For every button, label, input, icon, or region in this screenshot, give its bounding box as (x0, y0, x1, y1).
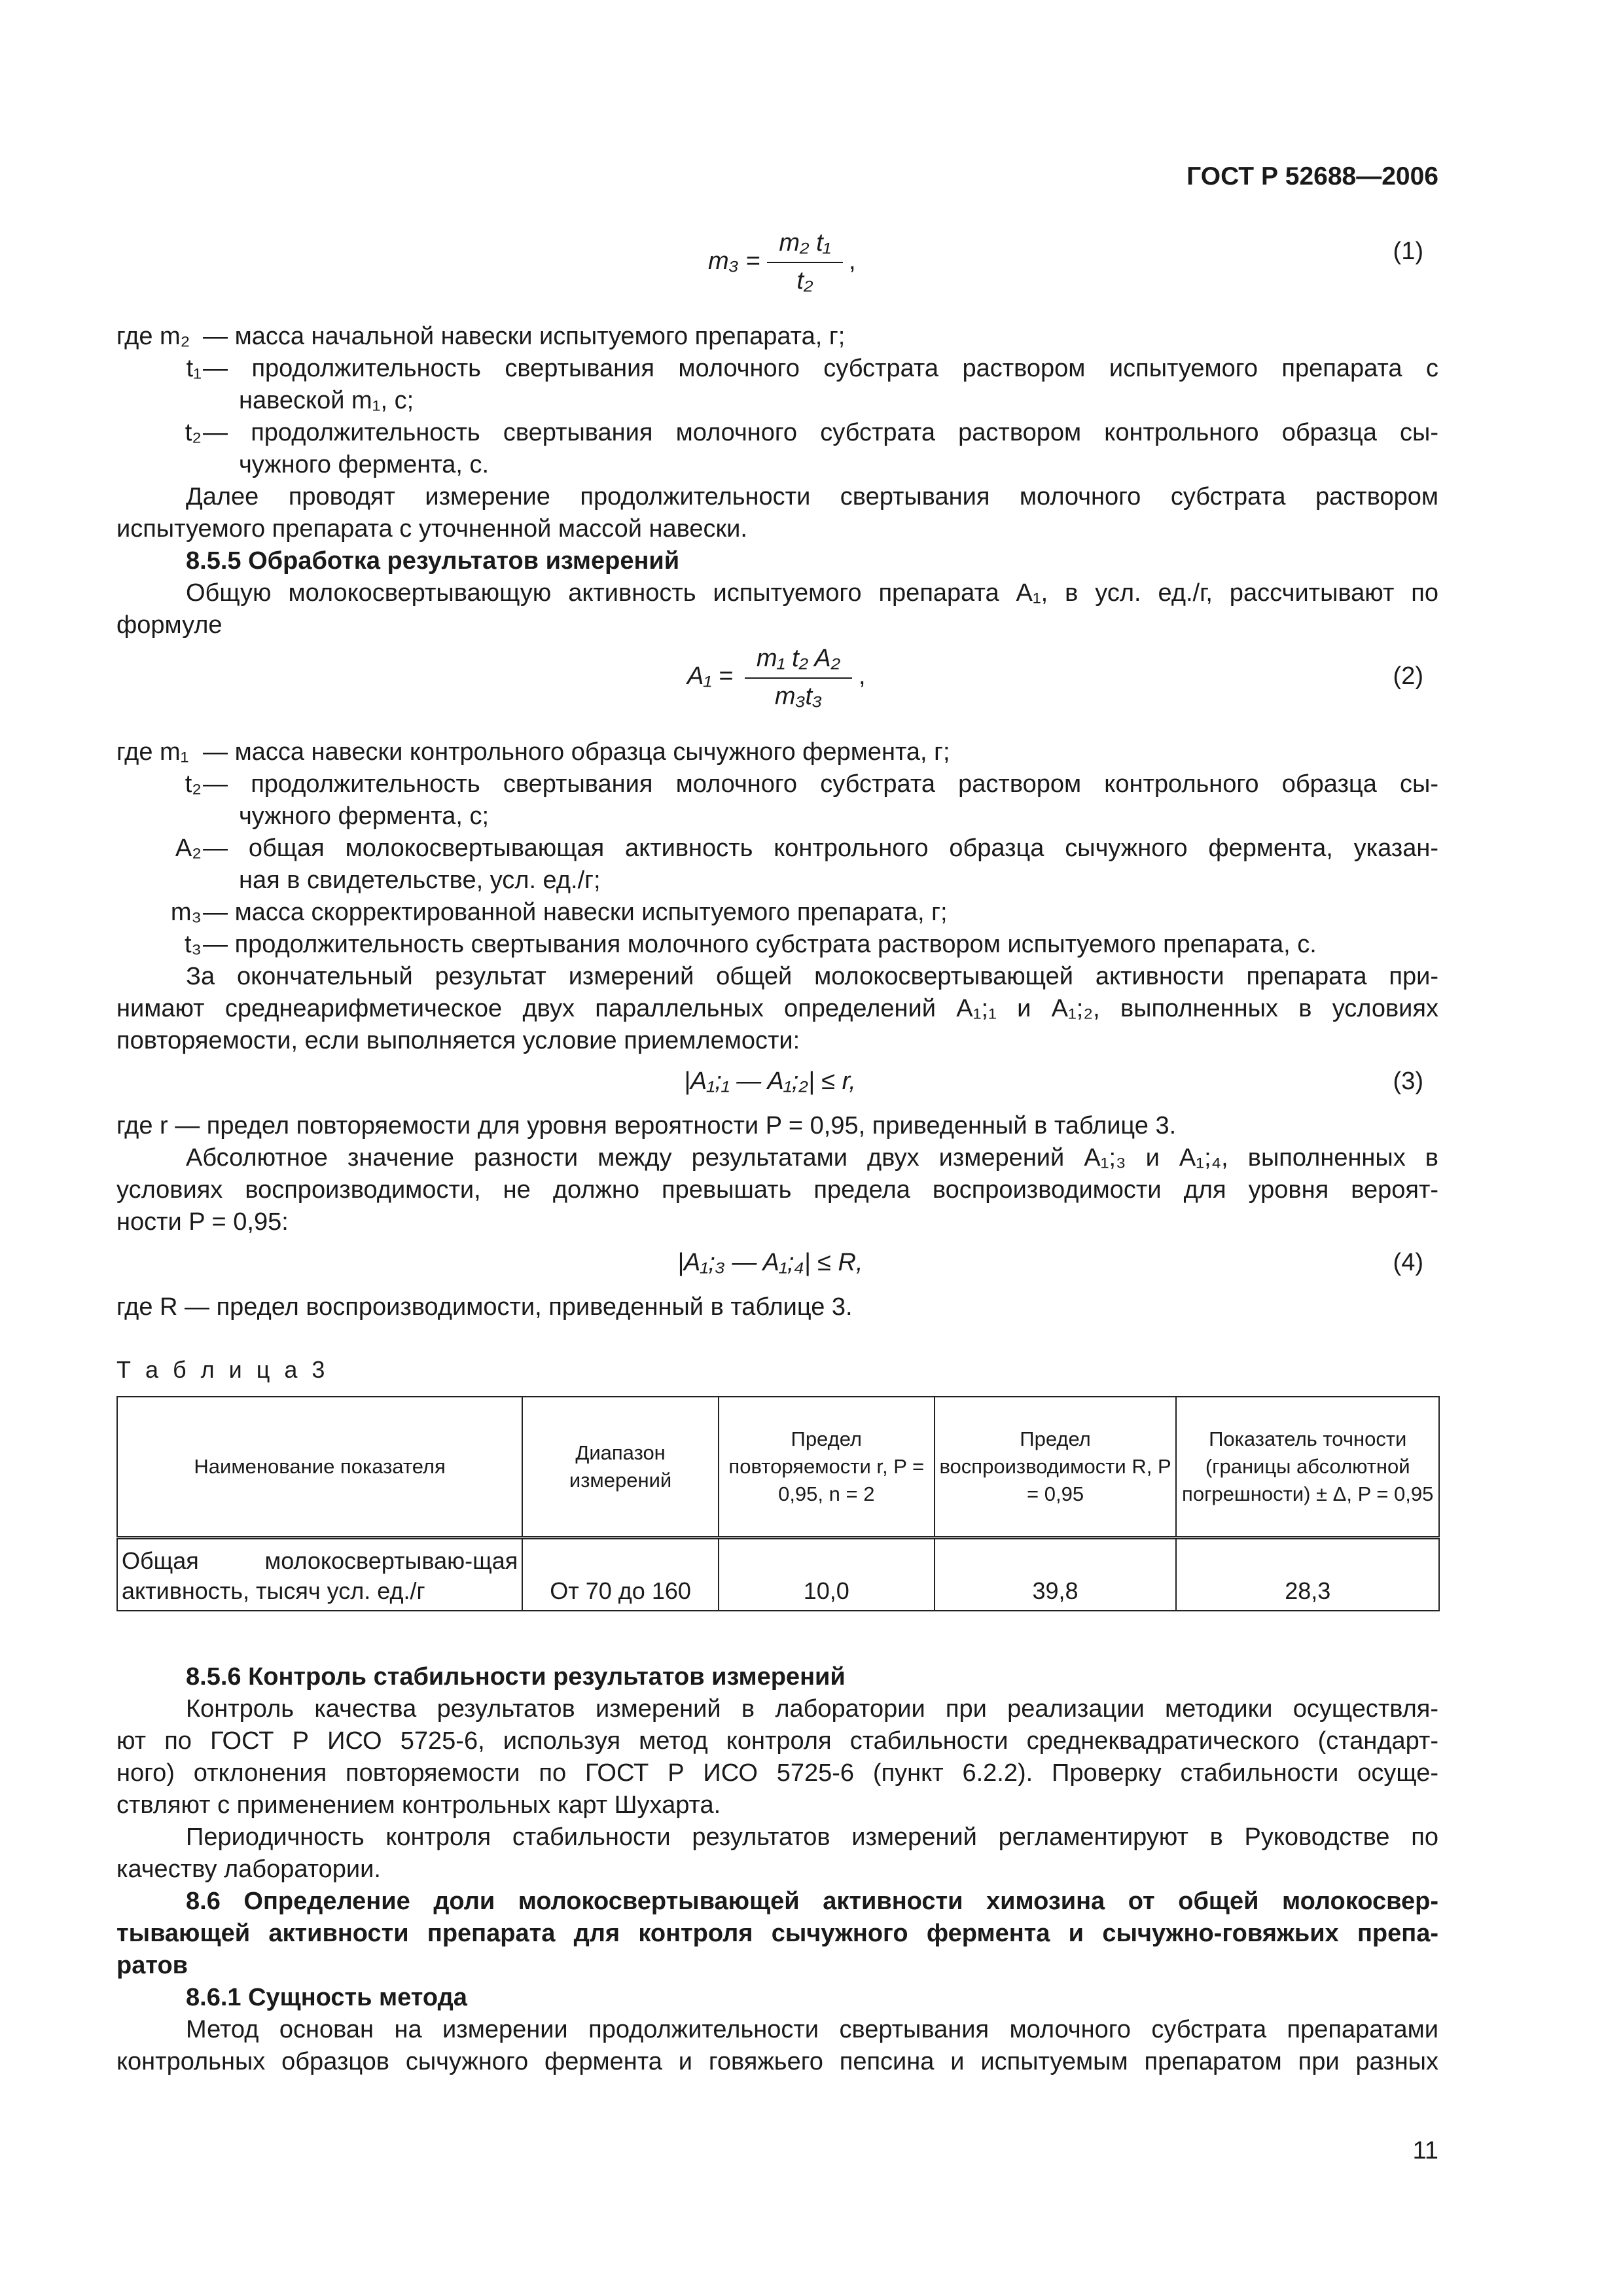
heading-line: 8.6 Определение доли молокосвертывающей активности химозина от общей молокосвер- (186, 1888, 1438, 1915)
paragraph-line: Контроль качества результатов измерений в лаборатории при реализации методики осуществля- (186, 1695, 1438, 1723)
paragraph-line: ют по ГОСТ Р ИСО 5725-6, используя метод контроля стабильности среднеквадратического (стандарт- (116, 1727, 1438, 1755)
formula-2-numerator: m₁ t₂ A₂ (756, 645, 841, 672)
def-text: — продолжительность свертывания молочного субстрата раствором испытуемого препарата с (203, 355, 1438, 382)
def-text-cont: чужного фермента, с. (239, 451, 490, 478)
def-term: t₂ (185, 419, 202, 446)
paragraph-line: Абсолютное значение разности между результатами двух измерений A₁;₃ и A₁;₄, выполненных в (186, 1144, 1438, 1172)
heading-line: тывающей активности препарата для контроля сычужного фермента и сычужно-говяжьих препа- (116, 1920, 1438, 1947)
def-text: — масса скорректированной навески испытуемого препарата, г; (203, 899, 948, 926)
table-3 (116, 1396, 1440, 1611)
def-text-cont: чужного фермента, с; (239, 802, 490, 830)
paragraph-line: Далее проводят измерение продолжительности свертывания молочного субстрата раствором (186, 483, 1438, 511)
formula-2-number: (2) (1393, 662, 1423, 690)
def-text: — продолжительность свертывания молочного субстрата раствором контрольного образца сы- (203, 419, 1438, 446)
paragraph-line: Периодичность контроля стабильности результатов измерений регламентируют в Руководстве по (186, 1823, 1438, 1851)
table-cell: 39,8 (935, 1538, 1177, 1611)
paragraph-line: формуле (116, 611, 223, 639)
paragraph-line: ствляют с применением контрольных карт Шухарта. (116, 1791, 721, 1819)
formula-1-lhs: m₃ = (708, 247, 760, 275)
section-heading-8-5-5: 8.5.5 Обработка результатов измерений (186, 547, 680, 575)
paragraph-line: Общую молокосвертывающую активность испытуемого препарата A₁, в усл. ед./г, рассчитывают по (186, 579, 1438, 607)
paragraph-line: испытуемого препарата с уточненной массой навески. (116, 515, 747, 543)
paragraph-line: контрольных образцов сычужного фермента и говяжьего пепсина и испытуемым препаратом при разных (116, 2048, 1438, 2075)
def-text: — масса начальной навески испытуемого препарата, г; (203, 323, 846, 350)
table-header-cell: Диапазон измерений (522, 1397, 719, 1538)
def-text-cont: ная в свидетельстве, усл. ед./г; (239, 867, 601, 894)
paragraph-line: нимают среднеарифметическое двух параллельных определений A₁;₁ и A₁;₂, выполненных в условиях (116, 995, 1438, 1022)
definition-R: где R — предел воспроизводимости, приведенный в таблице 3. (116, 1293, 853, 1321)
paragraph-line: ности P = 0,95: (116, 1208, 289, 1236)
fraction-bar (745, 677, 852, 679)
def-term: m₃ (170, 899, 202, 926)
table-header-cell: Предел повторяемости r, P = 0,95, n = 2 (719, 1397, 935, 1538)
table-header-cell: Наименование показателя (117, 1397, 522, 1538)
def-text: — масса навески контрольного образца сычужного фермента, г; (203, 738, 950, 766)
def-term: A₂ (175, 834, 202, 862)
page-number: 11 (1412, 2137, 1438, 2164)
formula-1-denominator: t₂ (796, 267, 813, 295)
formula-2-denominator: m₃t₃ (774, 683, 823, 710)
formula-4-expr: |A₁;₃ — A₁;₄| ≤ R, (677, 1249, 863, 1276)
table-row (117, 1538, 1439, 1611)
formula-3-expr: |A₁;₁ — A₁;₂| ≤ r, (684, 1067, 856, 1095)
def-term: t₁ (186, 355, 202, 382)
document-header: ГОСТ Р 52688—2006 (1186, 162, 1438, 190)
formula-3-number: (3) (1393, 1067, 1423, 1095)
paragraph-line: повторяемости, если выполняется условие приемлемости: (116, 1027, 800, 1054)
formula-1-numerator: m₂ t₁ (779, 229, 831, 257)
paragraph-line: качеству лаборатории. (116, 1856, 381, 1883)
formula-4-number: (4) (1393, 1249, 1423, 1276)
section-heading-8-5-6: 8.5.6 Контроль стабильности результатов измерений (186, 1663, 846, 1691)
paragraph-line: ного) отклонения повторяемости по ГОСТ Р ИСО 5725-6 (пункт 6.2.2). Проверку стабильности осуще- (116, 1759, 1438, 1787)
paragraph-line: За окончательный результат измерений общей молокосвертывающей активности препарата при- (186, 963, 1438, 990)
table-cell: 10,0 (719, 1538, 935, 1611)
def-term: где m₁ (116, 738, 189, 766)
table-caption: Т а б л и ц а 3 (116, 1356, 329, 1383)
table-header-row (117, 1397, 1439, 1538)
formula-2-comma: , (859, 662, 866, 690)
paragraph-line: условиях воспроизводимости, не должно превышать предела воспроизводимости для уровня вероят- (116, 1176, 1438, 1204)
definition-r: где r — предел повторяемости для уровня вероятности P = 0,95, приведенный в таблице 3. (116, 1112, 1177, 1139)
table-cell: Общая молокосвертываю-щая активность, тысяч усл. ед./г (117, 1538, 522, 1611)
table-header-cell: Предел воспроизводимости R, P = 0,95 (935, 1397, 1177, 1538)
table-cell: 28,3 (1176, 1538, 1439, 1611)
formula-1-number: (1) (1393, 238, 1423, 265)
formula-1-comma: , (849, 247, 856, 275)
paragraph-line: Метод основан на измерении продолжительности свертывания молочного субстрата препаратами (186, 2016, 1438, 2043)
fraction-bar (767, 262, 843, 263)
def-text: — продолжительность свертывания молочного субстрата раствором контрольного образца сы- (203, 770, 1438, 798)
def-term: где m₂ (116, 323, 190, 350)
formula-2-lhs: A₁ = (687, 662, 734, 690)
table-header-cell: Показатель точности (границы абсолютной погрешности) ± Δ, P = 0,95 (1176, 1397, 1439, 1538)
def-term: t₃ (184, 931, 202, 958)
heading-line: ратов (116, 1952, 188, 1979)
def-text: — общая молокосвертывающая активность контрольного образца сычужного фермента, указан- (203, 834, 1438, 862)
def-text: — продолжительность свертывания молочного субстрата раствором испытуемого препарата, с. (203, 931, 1317, 958)
def-term: t₂ (185, 770, 202, 798)
section-heading-8-6-1: 8.6.1 Сущность метода (186, 1984, 467, 2011)
def-text-cont: навеской m₁, с; (239, 387, 414, 414)
table-cell: От 70 до 160 (522, 1538, 719, 1611)
